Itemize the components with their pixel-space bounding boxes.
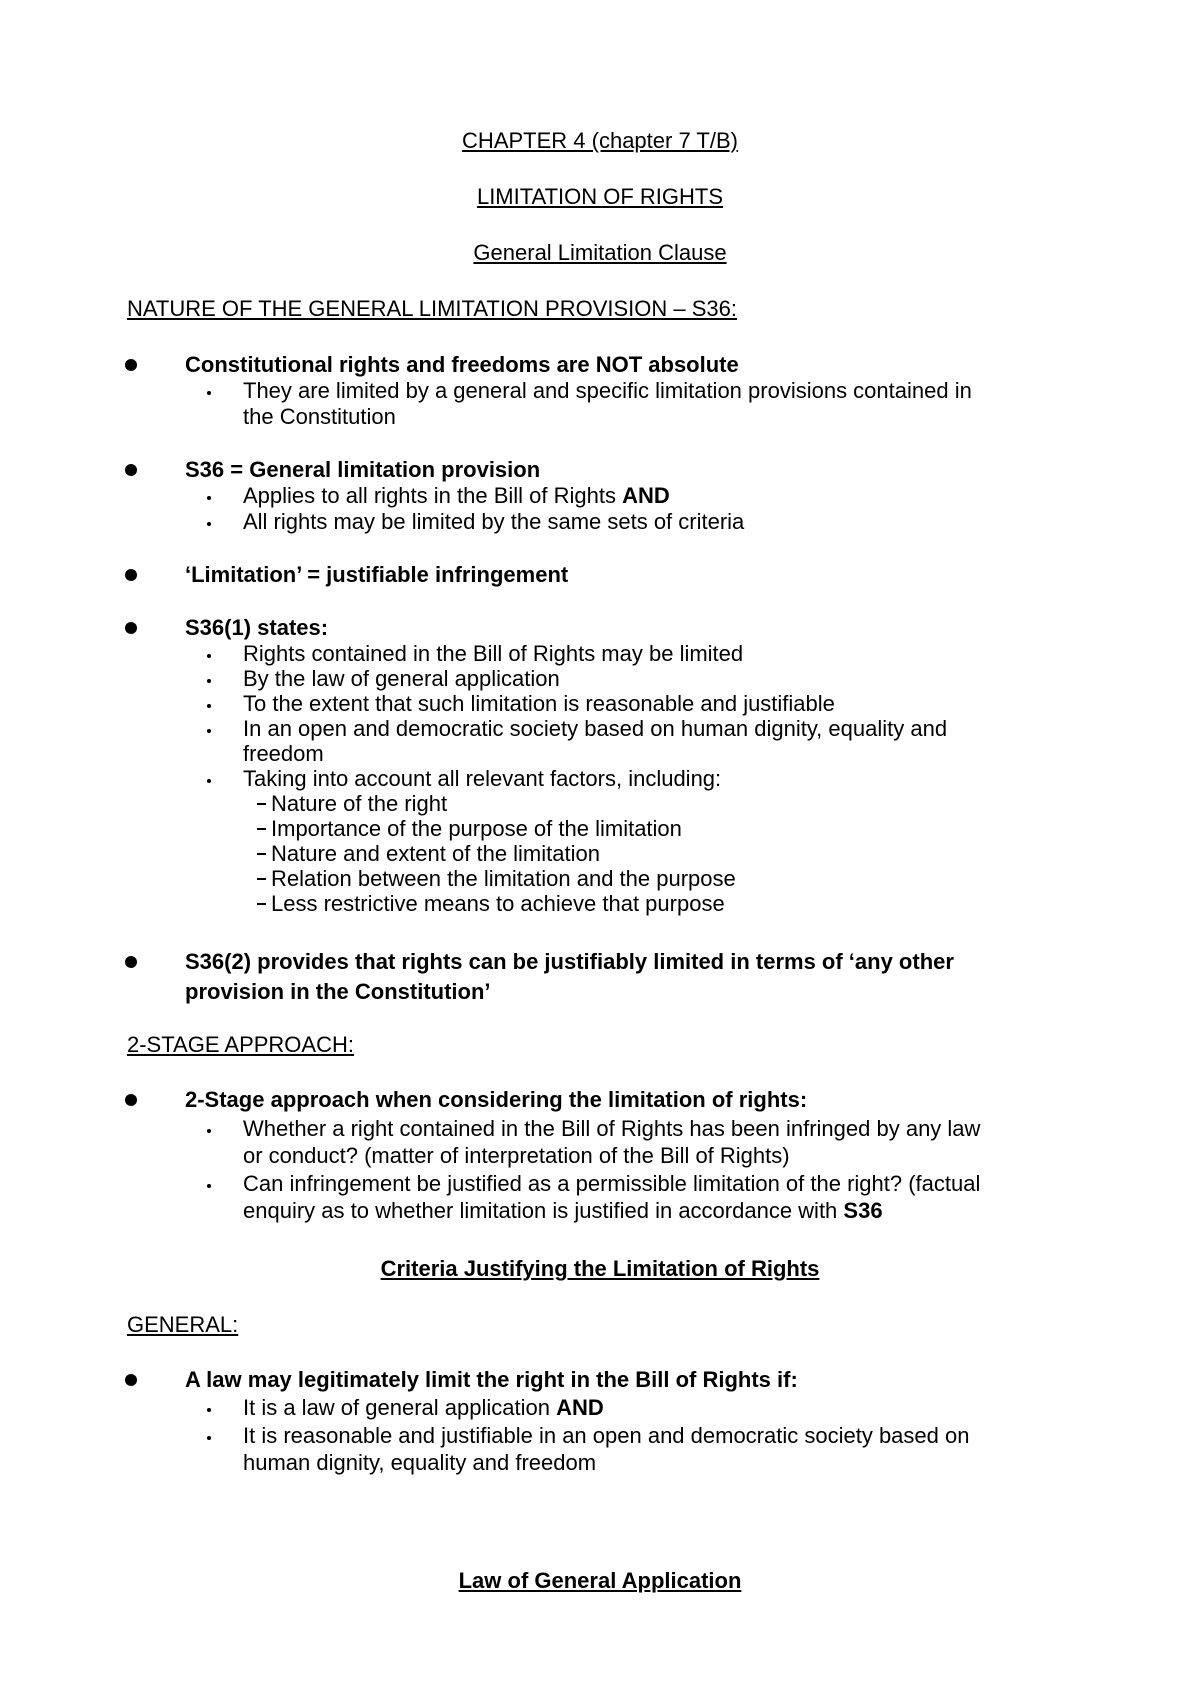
bullet-1-sub-1-line-2: the Constitution (243, 404, 396, 429)
bullet-4-sub-2: By the law of general application (243, 666, 560, 691)
sub-bullet-icon (207, 704, 211, 708)
subtitle: General Limitation Clause (473, 240, 727, 265)
dash-marker (257, 878, 266, 880)
bullet-4-sub-4-line-2: freedom (243, 741, 324, 766)
bullet-3-title: ‘Limitation’ = justifiable infringement (185, 562, 569, 587)
general-heading: GENERAL: (127, 1312, 239, 1337)
bullet-icon (125, 1094, 137, 1106)
two-stage-sub-1-line-2: or conduct? (matter of interpretation of the Bill of Rights) (243, 1143, 790, 1168)
bullet-2-title: S36 = General limitation provision (185, 457, 541, 482)
factor-item: Nature of the right (271, 791, 448, 816)
factor-item: Less restrictive means to achieve that purpose (271, 891, 725, 916)
bullet-2-sub-1: Applies to all rights in the Bill of Rights AND (243, 483, 670, 508)
bullet-4-sub-4-line-1: In an open and democratic society based on human dignity, equality and (243, 716, 948, 741)
two-stage-sub-2-line-1: Can infringement be justified as a permissible limitation of the right? (factual (243, 1171, 981, 1196)
two-stage-heading: 2-STAGE APPROACH: (127, 1032, 354, 1057)
sub-bullet-icon (207, 391, 211, 395)
criteria-sub-2-line-1: It is reasonable and justifiable in an open and democratic society based on (243, 1423, 970, 1448)
bullet-4-sub-5: Taking into account all relevant factors, including: (243, 766, 722, 791)
sub-bullet-icon (207, 729, 211, 733)
criteria-sub-1: It is a law of general application AND (243, 1395, 604, 1420)
bullet-icon (125, 464, 137, 476)
sub-bullet-icon (207, 779, 211, 783)
factor-item: Relation between the limitation and the purpose (271, 866, 736, 891)
chapter-title: CHAPTER 4 (chapter 7 T/B) (462, 128, 738, 153)
sub-bullet-icon (207, 1436, 211, 1440)
bullet-icon (125, 956, 137, 968)
dash-marker (257, 828, 266, 830)
criteria-heading: Criteria Justifying the Limitation of Rights (380, 1256, 820, 1281)
sub-bullet-icon (207, 1129, 211, 1133)
criteria-sub-2-line-2: human dignity, equality and freedom (243, 1450, 597, 1475)
factor-item: Nature and extent of the limitation (271, 841, 600, 866)
bullet-icon (125, 622, 137, 634)
bullet-5-line-2: provision in the Constitution’ (185, 979, 491, 1004)
bullet-4-sub-3: To the extent that such limitation is reasonable and justifiable (243, 691, 835, 716)
bullet-icon (125, 359, 137, 371)
bullet-icon (125, 1374, 137, 1386)
sub-bullet-icon (207, 522, 211, 526)
factor-item: Importance of the purpose of the limitation (271, 816, 682, 841)
dash-marker (257, 903, 266, 905)
nature-heading: NATURE OF THE GENERAL LIMITATION PROVISION – S36: (127, 296, 738, 321)
bullet-4-title: S36(1) states: (185, 615, 329, 640)
two-stage-sub-1-line-1: Whether a right contained in the Bill of Rights has been infringed by any law (243, 1116, 981, 1141)
sub-bullet-icon (207, 1184, 211, 1188)
bullet-1-sub-1-line-1: They are limited by a general and specific limitation provisions contained in (243, 378, 972, 403)
bullet-5-line-1: S36(2) provides that rights can be justifiably limited in terms of ‘any other (185, 949, 954, 974)
sub-bullet-icon (207, 496, 211, 500)
law-heading: Law of General Application (458, 1568, 742, 1593)
sub-bullet-icon (207, 1408, 211, 1412)
bullet-4-sub-1: Rights contained in the Bill of Rights may be limited (243, 641, 744, 666)
bullet-1-title: Constitutional rights and freedoms are NOT absolute (185, 352, 739, 377)
two-stage-title: 2-Stage approach when considering the limitation of rights: (185, 1087, 808, 1112)
dash-marker (257, 803, 266, 805)
main-title: LIMITATION OF RIGHTS (476, 184, 724, 209)
sub-bullet-icon (207, 679, 211, 683)
sub-bullet-icon (207, 654, 211, 658)
two-stage-sub-2-line-2: enquiry as to whether limitation is justified in accordance with S36 (243, 1198, 883, 1223)
criteria-title: A law may legitimately limit the right in the Bill of Rights if: (185, 1367, 798, 1392)
bullet-2-sub-2: All rights may be limited by the same sets of criteria (243, 509, 745, 534)
bullet-icon (125, 569, 137, 581)
dash-marker (257, 853, 266, 855)
